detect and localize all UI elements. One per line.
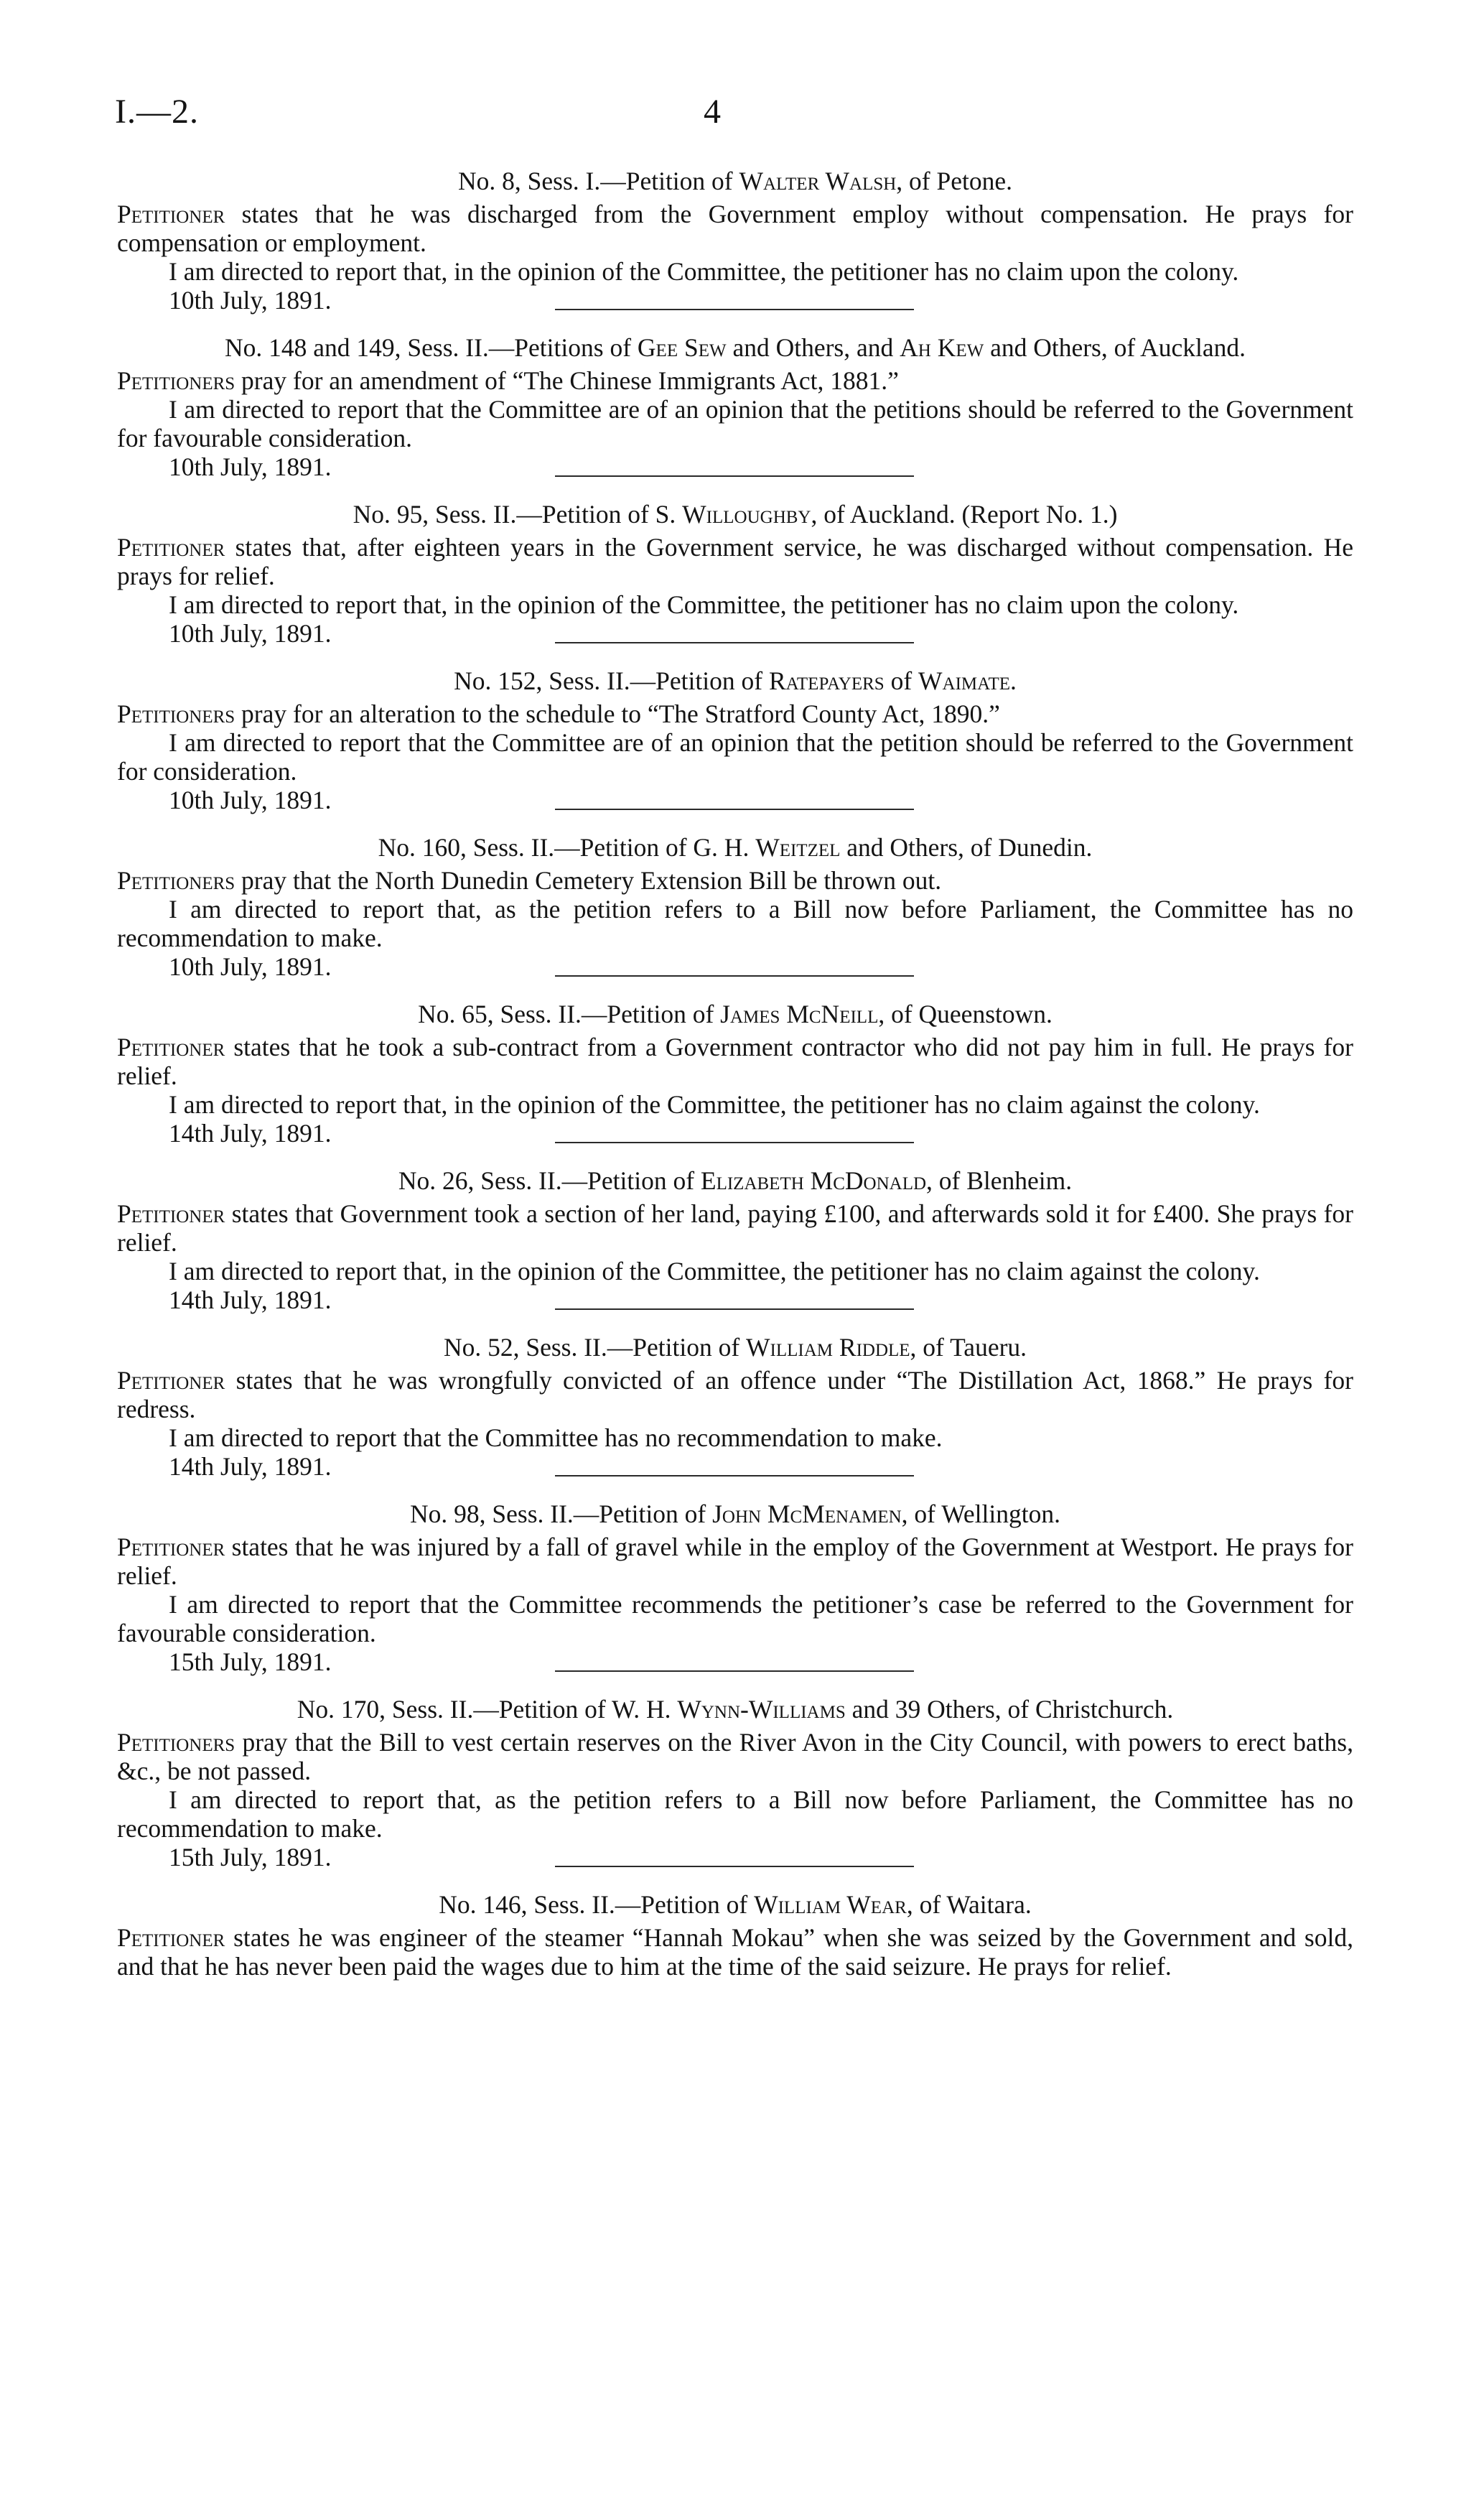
petition-entry <box>117 1890 1353 1981</box>
section-divider <box>555 1308 914 1310</box>
committee-report: I am directed to report that the Committee are of an opinion that the petition should be referred to the Government for consideration. <box>117 728 1353 786</box>
report-date: 14th July, 1891. <box>169 1285 332 1314</box>
petitioner-name: William Riddle <box>746 1333 910 1362</box>
report-date: 10th July, 1891. <box>169 619 332 648</box>
report-date: 10th July, 1891. <box>169 452 332 481</box>
report-date-row <box>117 952 1353 981</box>
committee-report: I am directed to report that, as the petition refers to a Bill now before Parliament, the Committee has no recommendation to make. <box>117 895 1353 952</box>
report-date-row <box>117 1647 1353 1676</box>
petitioner-name: Weitzel <box>755 833 841 862</box>
petitions-report <box>117 167 1353 1981</box>
statement-lead: Petitioners <box>117 866 235 895</box>
report-date-row <box>117 786 1353 814</box>
committee-report: I am directed to report that the Committee has no recommendation to make. <box>169 1423 943 1452</box>
section-divider <box>555 309 914 310</box>
section-divider <box>555 809 914 810</box>
statement-lead: Petitioners <box>117 366 235 395</box>
statement-lead: Petitioner <box>117 1366 225 1395</box>
petition-entry <box>117 167 1353 315</box>
petition-statement: Petitioner states he was engineer of the steamer “Hannah Mokau” when she was seized by the Government and sold, and that he has never been paid the wages due to him at the time of the said seizure. He prays for relief. <box>117 1923 1353 1981</box>
petition-statement: Petitioner states that he was wrongfully convicted of an offence under “The Distillation Act, 1868.” He prays for redress. <box>117 1366 1353 1423</box>
committee-report: I am directed to report that, in the opinion of the Committee, the petitioner has no claim upon the colony. <box>169 257 1239 286</box>
report-date-row <box>117 619 1353 648</box>
petition-title: No. 8, Sess. I.—Petition of Walter Walsh, of Petone. <box>458 167 1012 195</box>
statement-lead: Petitioners <box>117 699 235 728</box>
report-date: 10th July, 1891. <box>169 786 332 814</box>
petition-entry <box>117 1499 1353 1676</box>
petition-title: No. 95, Sess. II.—Petition of S. Willoughby, of Auckland. (Report No. 1.) <box>353 500 1118 529</box>
report-date: 10th July, 1891. <box>169 952 332 981</box>
petition-entry <box>117 1166 1353 1314</box>
committee-report: I am directed to report that, in the opinion of the Committee, the petitioner has no claim against the colony. <box>169 1257 1260 1285</box>
petitioner-name: Wynn-Williams <box>677 1695 846 1724</box>
report-date-row <box>117 1452 1353 1481</box>
petitioner-name: Walter Walsh <box>739 167 897 195</box>
petition-title: No. 26, Sess. II.—Petition of Elizabeth McDonald, of Blenheim. <box>398 1166 1073 1195</box>
statement-lead: Petitioner <box>117 200 225 228</box>
report-date-row <box>117 452 1353 481</box>
statement-lead: Petitioner <box>117 1923 225 1952</box>
statement-lead: Petitioner <box>117 1033 225 1061</box>
statement-lead: Petitioner <box>117 1533 225 1561</box>
petition-statement: Petitioners pray that the Bill to vest certain reserves on the River Avon in the City Council, with powers to erect baths, &c., be not passed. <box>117 1728 1353 1785</box>
petition-statement: Petitioner states that he was discharged from the Government employ without compensation. He prays for compensation or employment. <box>117 200 1353 257</box>
statement-lead: Petitioners <box>117 1728 235 1757</box>
section-divider <box>555 975 914 977</box>
petition-entry <box>117 833 1353 981</box>
statement-lead: Petitioner <box>117 1199 225 1228</box>
petitioner-name: John McMenamen <box>712 1499 902 1528</box>
report-date-row <box>117 1843 1353 1871</box>
report-date-row <box>117 1285 1353 1314</box>
petition-statement: Petitioners pray for an alteration to the schedule to “The Stratford County Act, 1890.” <box>117 699 1000 728</box>
report-date-row <box>117 286 1353 315</box>
petition-statement: Petitioner states that Government took a section of her land, paying £100, and afterwards sold it for £400. She prays for relief. <box>117 1199 1353 1257</box>
petition-title: No. 148 and 149, Sess. II.—Petitions of Gee Sew and Others, and Ah Kew and Others, of Auckland. <box>225 333 1246 362</box>
petition-title: No. 98, Sess. II.—Petition of John McMenamen, of Wellington. <box>410 1499 1060 1528</box>
petition-entry <box>117 1000 1353 1148</box>
committee-report: I am directed to report that the Committee are of an opinion that the petitions should be referred to the Government for favourable consideration. <box>117 395 1353 452</box>
petitioner-name: Waimate <box>918 666 1010 695</box>
report-date: 10th July, 1891. <box>169 286 332 315</box>
page-header <box>0 0 1484 158</box>
petitioner-name: James McNeill <box>720 1000 879 1028</box>
committee-report: I am directed to report that, in the opinion of the Committee, the petitioner has no claim upon the colony. <box>169 590 1239 619</box>
section-divider <box>555 475 914 477</box>
petition-title: No. 65, Sess. II.—Petition of James McNeill, of Queenstown. <box>418 1000 1053 1028</box>
petitioner-name: Elizabeth McDonald <box>700 1166 927 1195</box>
report-date: 14th July, 1891. <box>169 1119 332 1148</box>
section-divider <box>555 1475 914 1476</box>
petition-title: No. 52, Sess. II.—Petition of William Riddle, of Taueru. <box>443 1333 1027 1362</box>
petition-statement: Petitioners pray for an amendment of “The Chinese Immigrants Act, 1881.” <box>117 366 899 395</box>
document-reference: I.—2. <box>115 93 199 131</box>
petition-entry <box>117 333 1353 481</box>
section-divider <box>555 1142 914 1143</box>
section-divider <box>555 1866 914 1867</box>
petition-entry <box>117 666 1353 814</box>
petition-title: No. 170, Sess. II.—Petition of W. H. Wynn-Williams and 39 Others, of Christchurch. <box>297 1695 1174 1724</box>
petition-entry <box>117 1695 1353 1871</box>
committee-report: I am directed to report that the Committee recommends the petitioner’s case be referred to the Government for favourable consideration. <box>117 1590 1353 1647</box>
petition-title: No. 160, Sess. II.—Petition of G. H. Weitzel and Others, of Dunedin. <box>378 833 1093 862</box>
section-divider <box>555 642 914 643</box>
page-number: 4 <box>704 93 721 131</box>
petition-statement: Petitioner states that he was injured by a fall of gravel while in the employ of the Government at Westport. He prays for relief. <box>117 1533 1353 1590</box>
report-date-row <box>117 1119 1353 1148</box>
petition-statement: Petitioners pray that the North Dunedin Cemetery Extension Bill be thrown out. <box>117 866 942 895</box>
petition-statement: Petitioner states that, after eighteen years in the Government service, he was discharged without compensation. He prays for relief. <box>117 533 1353 590</box>
petition-entry <box>117 1333 1353 1481</box>
petition-title: No. 152, Sess. II.—Petition of Ratepayers of Waimate. <box>454 666 1017 695</box>
report-date: 15th July, 1891. <box>169 1843 332 1871</box>
petition-title: No. 146, Sess. II.—Petition of William Wear, of Waitara. <box>439 1890 1032 1919</box>
report-date: 14th July, 1891. <box>169 1452 332 1481</box>
petitioner-name: Willoughby <box>682 500 811 529</box>
committee-report: I am directed to report that, in the opinion of the Committee, the petitioner has no claim against the colony. <box>169 1090 1260 1119</box>
section-divider <box>555 1670 914 1672</box>
statement-lead: Petitioner <box>117 533 225 562</box>
committee-report: I am directed to report that, as the petition refers to a Bill now before Parliament, the Committee has no recommendation to make. <box>117 1785 1353 1843</box>
report-date: 15th July, 1891. <box>169 1647 332 1676</box>
petitioner-name: Gee Sew <box>637 333 727 362</box>
petition-entry <box>117 500 1353 648</box>
petitioner-name: Ah Kew <box>900 333 984 362</box>
petitioner-name: Ratepayers <box>768 666 885 695</box>
petitioner-name: William Wear <box>754 1890 907 1919</box>
petition-statement: Petitioner states that he took a sub-contract from a Government contractor who did not pay him in full. He prays for relief. <box>117 1033 1353 1090</box>
